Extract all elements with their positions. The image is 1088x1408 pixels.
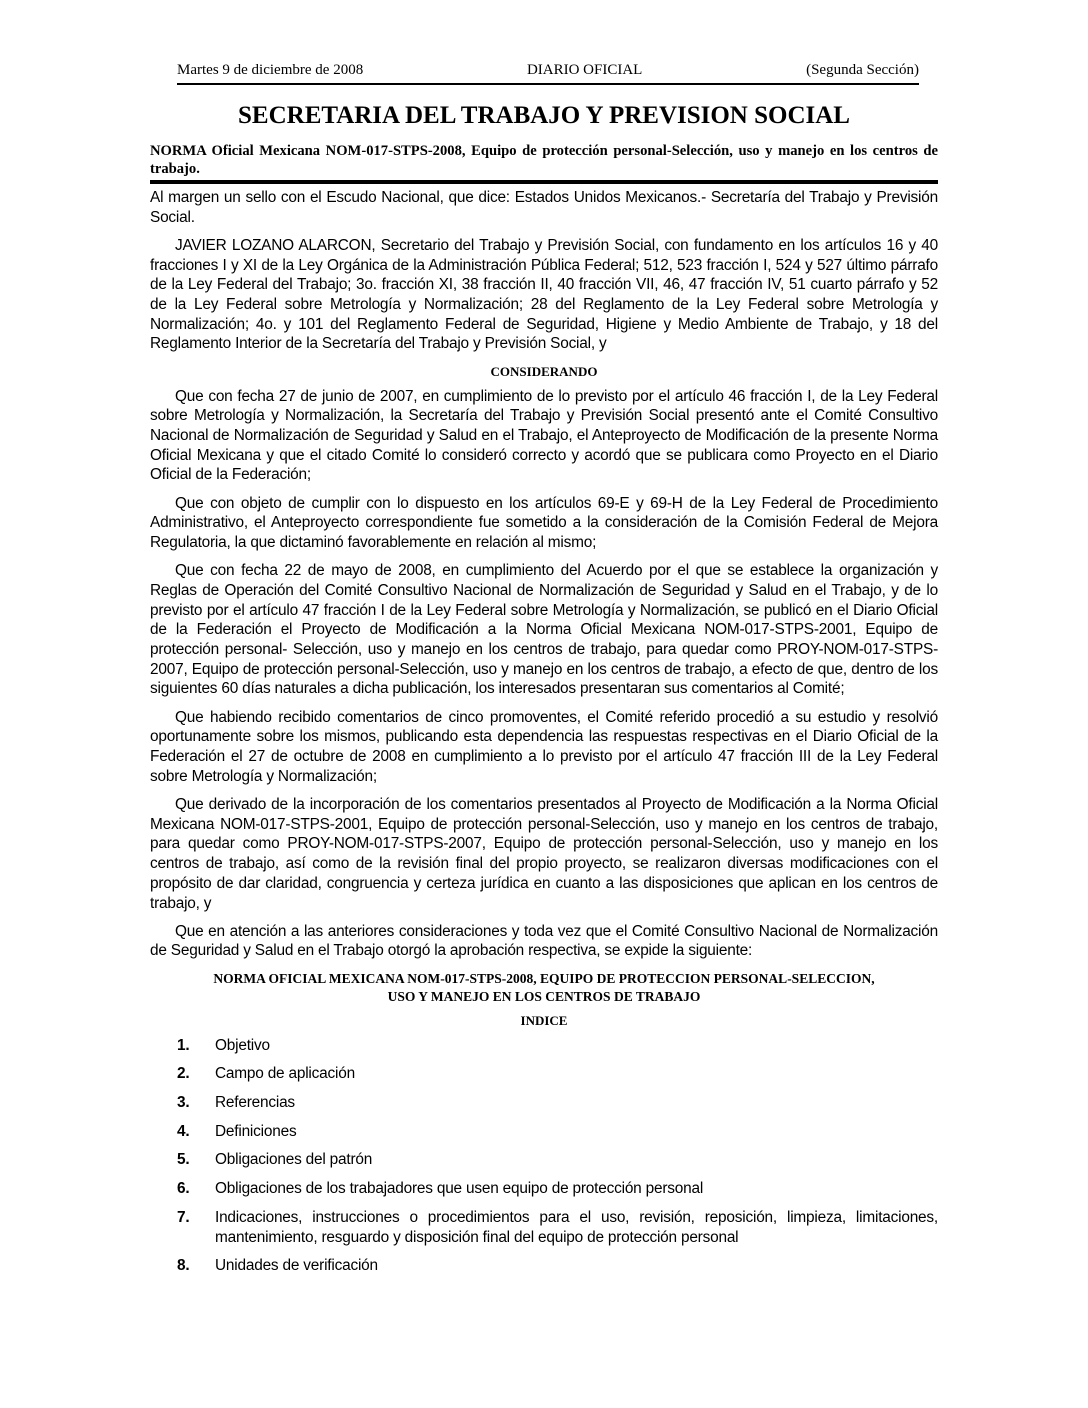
index-text: Obligaciones de los trabajadores que usen equipo de protección personal [215, 1180, 704, 1198]
index-text: Definiciones [215, 1122, 297, 1140]
index-number: 2. [177, 1065, 190, 1083]
index-heading: INDICE [520, 1012, 568, 1028]
index-item [150, 1256, 938, 1276]
index-item [150, 1064, 938, 1084]
index-text: Unidades de verificación [215, 1257, 378, 1275]
running-header [177, 62, 919, 79]
considerando-heading: CONSIDERANDO [490, 363, 598, 379]
index-text: Referencias [215, 1094, 295, 1112]
norma-subtitle: NORMA Oficial Mexicana NOM-017-STPS-2008, Equipo de protección personal-Selección, uso y manejo en los centros de trabajo. [150, 143, 938, 177]
subtitle-rule [150, 180, 938, 184]
paragraph: Que con fecha 22 de mayo de 2008, en cumplimiento del Acuerdo por el que se establece la organización y Reglas de Operación del Comité Consultivo Nacional de Normalización de Seguridad y Salud en el Trabajo, y de lo previsto por el artículo 47 fracción I de la Ley Federal sobre Metrología y Normalización, se publicó en el Diario Oficial de la Federación el Proyecto de Modificación a la Norma Oficial Mexicana NOM-017-STPS-2001, Equipo de protección personal- Selección, uso y manejo en los centros de trabajo, para quedar como PROY-NOM-017-STPS-2007, Equipo de protección personal-Selección, uso y manejo en los centros de trabajo, a efecto de que, dentro de los siguientes 60 días naturales a dicha publicación, los interesados presentaran sus comentarios al Comité; [150, 562, 938, 698]
index-item [150, 1179, 938, 1199]
header-publication: DIARIO OFICIAL [526, 62, 643, 78]
header-section: (Segunda Sección) [806, 62, 919, 78]
index-item [150, 1208, 938, 1247]
index-number: 7. [177, 1208, 190, 1226]
index-text: Objetivo [215, 1036, 270, 1054]
header-rule [177, 83, 919, 85]
index-text: Obligaciones del patrón [215, 1151, 373, 1169]
index-text: Indicaciones, instrucciones o procedimientos para el uso, revisión, reposición, limpieza, limitaciones, mantenimiento, resguardo y disposición final del equipo de protección personal [215, 1208, 938, 1246]
document-body [150, 188, 938, 1285]
index-number: 1. [177, 1036, 190, 1054]
index-number: 4. [177, 1122, 190, 1140]
index-item [150, 1093, 938, 1113]
index-number: 3. [177, 1094, 190, 1112]
index-item [150, 1150, 938, 1170]
index-number: 5. [177, 1151, 190, 1169]
index-list [150, 1036, 938, 1276]
paragraph: Que derivado de la incorporación de los comentarios presentados al Proyecto de Modificación a la Norma Oficial Mexicana NOM-017-STPS-2001, Equipo de protección personal-Selección, uso y manejo en los centros de trabajo, para quedar como PROY-NOM-017-STPS-2007, Equipo de protección personal-Selección, uso y manejo en los centros de trabajo, así como de la revisión final del propio proyecto, se realizaron diversas modificaciones con el propósito de dar claridad, congruencia y certeza jurídica en cuanto a las disposiciones que aplican en los centros de trabajo, y [150, 795, 938, 912]
norma-heading: NORMA OFICIAL MEXICANA NOM-017-STPS-2008, EQUIPO DE PROTECCION PERSONAL-SELECCION, USO Y MANEJO EN LOS CENTROS DE TRABAJO [213, 970, 875, 1004]
index-number: 8. [177, 1257, 190, 1275]
paragraph: Que con objeto de cumplir con lo dispuesto en los artículos 69-E y 69-H de la Ley Federal de Procedimiento Administrativo, el Anteproyecto correspondiente fue sometido a la consideración de la Comisión Federal de Mejora Regulatoria, la que dictaminó favorablemente en relación al mismo; [150, 494, 938, 552]
page-title: SECRETARIA DEL TRABAJO Y PREVISION SOCIAL [238, 102, 850, 129]
index-item [150, 1122, 938, 1142]
header-date: Martes 9 de diciembre de 2008 [177, 62, 364, 78]
paragraph: Que con fecha 27 de junio de 2007, en cumplimiento de lo previsto por el artículo 46 fracción I, de la Ley Federal sobre Metrología y Normalización, la Secretaría del Trabajo y Previsión Social presentó ante el Comité Consultivo Nacional de Normalización de Seguridad y Salud en el Trabajo, el Anteproyecto de Modificación de la presente Norma Oficial Mexicana y que el citado Comité lo consideró correcto y acordó que se publicara como Proyecto en el Diario Oficial de la Federación; [150, 387, 938, 484]
index-text: Campo de aplicación [215, 1065, 355, 1083]
paragraph: Al margen un sello con el Escudo Nacional, que dice: Estados Unidos Mexicanos.- Secretaría del Trabajo y Previsión Social. [150, 189, 938, 226]
paragraph: Que habiendo recibido comentarios de cinco promoventes, el Comité referido procedió a su estudio y resolvió oportunamente sobre los mismos, publicando esta dependencia las respuestas respectivas en el Diario Oficial de la Federación el 27 de octubre de 2008 en cumplimiento a lo previsto por el artículo 47 fracción III de la Ley Federal sobre Metrología y Normalización; [150, 708, 938, 785]
paragraph: Que en atención a las anteriores consideraciones y toda vez que el Comité Consultivo Nacional de Normalización de Seguridad y Salud en el Trabajo otorgó la aprobación respectiva, se expide la siguiente: [150, 922, 938, 960]
index-number: 6. [177, 1180, 190, 1198]
index-item [150, 1036, 938, 1056]
paragraph: JAVIER LOZANO ALARCON, Secretario del Trabajo y Previsión Social, con fundamento en los artículos 16 y 40 fracciones I y XI de la Ley Orgánica de la Administración Pública Federal; 512, 523 fracción I, 524 y 527 último párrafo de la Ley Federal del Trabajo; 3o. fracción XI, 38 fracción II, 40 fracción VII, 46, 47 fracción IV, 51 cuarto párrafo y 52 de la Ley Federal sobre Metrología y Normalización; 28 del Reglamento de la Ley Federal sobre Metrología y Normalización; 4o. y 101 del Reglamento Federal de Seguridad, Higiene y Medio Ambiente de Trabajo, y 18 del Reglamento Interior de la Secretaría del Trabajo y Previsión Social, y [150, 236, 938, 353]
